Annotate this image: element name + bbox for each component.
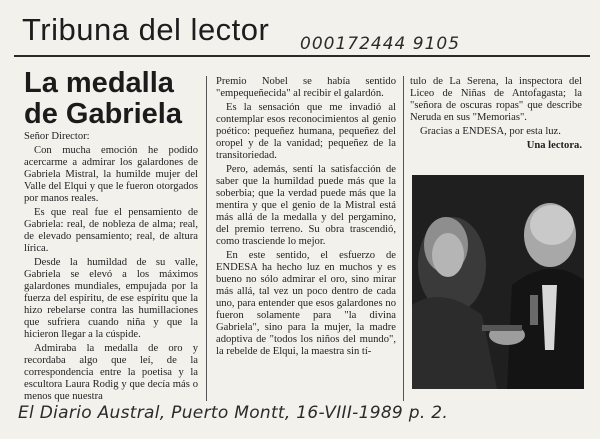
article-column-1 <box>24 131 198 402</box>
medal-photo <box>412 175 584 389</box>
signature: Una lectora. <box>526 140 582 151</box>
headline-line-1: La medalla <box>24 67 174 99</box>
column-divider <box>403 76 404 401</box>
photo-illustration <box>412 175 584 389</box>
article-column-3 <box>410 76 582 152</box>
paragraph: Admiraba la medalla de oro y recordaba algo que leí, de la correspondencia entre la poetisa y la escultora Laura Rodig y que decía más o menos que nuestra <box>24 343 198 402</box>
article-column-2 <box>216 76 396 409</box>
paragraph: Desde la humildad de su valle, Gabriela se elevó a los máximos galardones mundiales, empujada por la fuerza del espíritu, de ese espíritu que la hizo rebelarse contra las humillaciones que sufriera cuando niña y que la hicieron llegar a la cúspide. <box>24 257 198 340</box>
paragraph: Con mucha emoción he podido acercarme a admirar los galardones de Gabriela Mistral, la humilde mujer del Valle del Elqui y que le fueron otorgados por manos reales. <box>24 145 198 204</box>
paragraph: tulo de La Serena, la inspectora del Liceo de Niñas de Antofagasta; la "señora de oscuras ropas" que describe Neruda en sus "Memorias". <box>410 76 582 123</box>
source-handwritten-note: El Diario Austral, Puerto Montt, 16-VIII-1989 p. 2. <box>18 403 449 423</box>
paragraph: Premio Nobel se había sentido "empequeñecida" al recibir el galardón. <box>216 76 396 99</box>
salutation: Señor Director: <box>24 131 90 142</box>
header-rule <box>14 55 590 57</box>
column-divider <box>206 76 207 401</box>
section-title: Tribuna del lector <box>22 12 270 47</box>
headline-line-2: de Gabriela <box>24 98 182 130</box>
paragraph: Es que real fue el pensamiento de Gabriela: real, de nobleza de alma; real, de elevado pensamiento; real, de altura lírica. <box>24 207 198 254</box>
paragraph: Gracias a ENDESA, por esta luz. <box>420 126 561 137</box>
paragraph: Es la sensación que me invadió al contemplar esos reconocimientos al genio poético: pequeñez humana, pequeñez del oropel y de la vanidad; pequeñez de la transitoriedad. <box>216 102 396 161</box>
paragraph: Pero, además, sentí la satisfacción de saber que la humildad puede más que la soberbia; que la verdad puede más que la mentira y que el genio de la Mistral está más allá de la medalla y del pergamino, del premio terreno. Su obra trascendió, como trasciende lo mejor. <box>216 164 396 247</box>
headline <box>24 68 204 130</box>
archive-code: 000172444 9105 <box>300 34 461 54</box>
paragraph: En este sentido, el esfuerzo de ENDESA ha hecho luz en muchos y es bueno no sólo admirar el oro, sino mirar más allá, tal vez un poco dentro de cada uno, para entender que esos galardones no fueron solamente para "la divina Gabriela", sino para la mujer, la madre adoptiva de "todos los niños del mundo", la rebelde de Elqui, la maestra sin tí- <box>216 250 396 357</box>
